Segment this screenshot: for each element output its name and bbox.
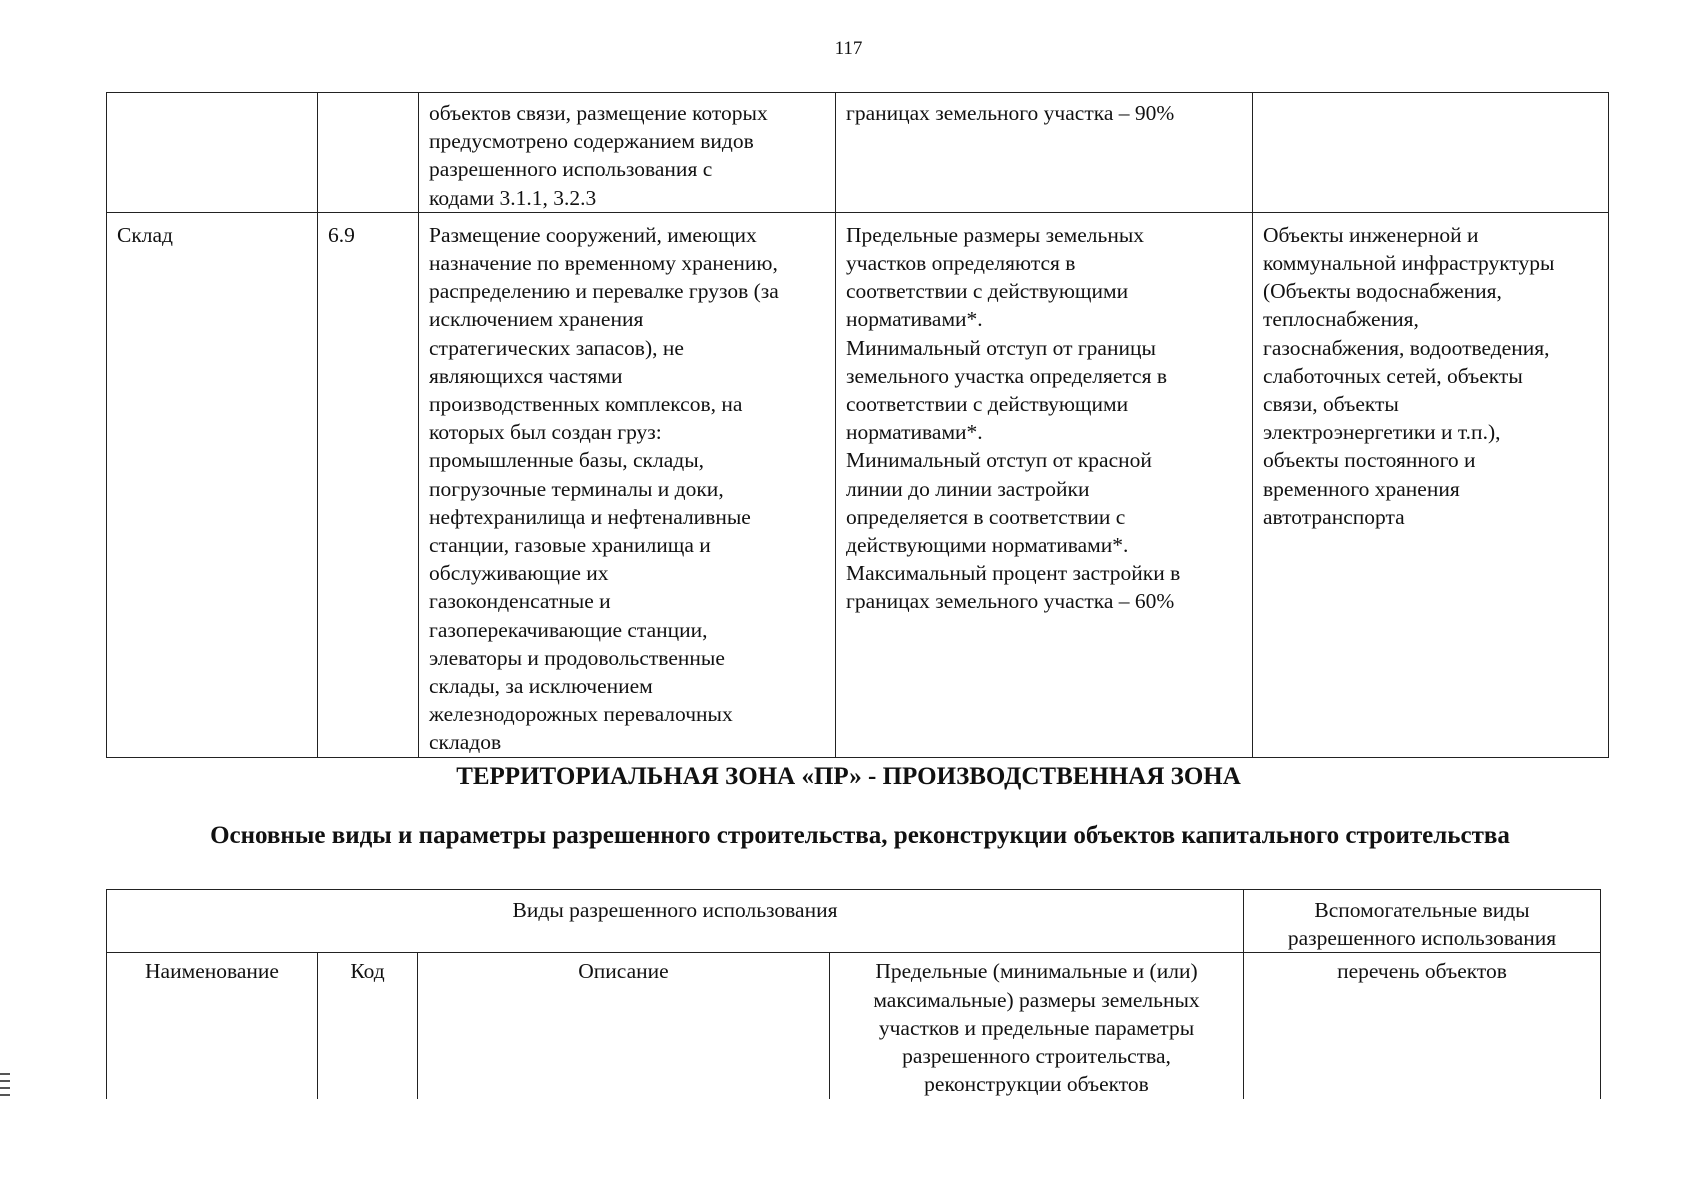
cell-auxiliary [1253,93,1609,213]
section-title: Основные виды и параметры разрешенного строительства, реконструкции объектов капитального строительства [210,822,1510,849]
cell-auxiliary: Объекты инженерной и коммунальной инфраструктуры (Объекты водоснабжения, теплоснабжения, газоснабжения, водоотведения, слаботочных сетей, объекты связи, объекты электроэнергетики и т.п.), объекты постоянного и временного хранения автотранспорта [1253,212,1609,757]
cell-parameters: границах земельного участка – 90% [836,93,1253,213]
header-parameters: Предельные (минимальные и (или) максимальные) размеры земельных участков и предельные параметры разрешенного строительства, реконструкции объектов [830,953,1244,1100]
header-description: Описание [418,953,830,1100]
permitted-uses-header-table [106,889,1601,1099]
zone-title: ТЕРРИТОРИАЛЬНАЯ ЗОНА «ПР» - ПРОИЗВОДСТВЕННАЯ ЗОНА [456,763,1241,790]
cell-parameters: Предельные размеры земельных участков определяются в соответствии с действующими нормативами*. Минимальный отступ от границы земельного участка определяется в соответствии с действующими нормативами*. Минимальный отступ от красной линии до линии застройки определяется в соответствии с действующими нормативами*. Максимальный процент застройки в границах земельного участка – 60% [836,212,1253,757]
scan-margin-mark [0,1073,10,1099]
table-row-warehouse [107,212,1609,757]
cell-description: Размещение сооружений, имеющих назначение по временному хранению, распределению и перевалке грузов (за исключением хранения стратегических запасов), не являющихся частями производственных комплексов, на которых был создан груз: промышленные базы, склады, погрузочные терминалы и доки, нефтехранилища и нефтеналивные станции, газовые хранилища и обслуживающие их газоконденсатные и газоперекачивающие станции, элеваторы и продовольственные склады, за исключением железнодорожных перевалочных складов [419,212,836,757]
cell-code [318,93,419,213]
cell-description: объектов связи, размещение которых предусмотрено содержанием видов разрешенного использования с кодами 3.1.1, 3.2.3 [419,93,836,213]
table-header-row [107,890,1601,953]
cell-name: Склад [107,212,318,757]
permitted-uses-table-continued [106,92,1609,758]
cell-name [107,93,318,213]
header-name: Наименование [107,953,318,1100]
table-row-continuation [107,93,1609,213]
header-code: Код [318,953,418,1100]
table-header-row [107,953,1601,1100]
header-permitted-uses: Виды разрешенного использования [107,890,1244,953]
page-number: 117 [834,38,863,59]
cell-code: 6.9 [318,212,419,757]
header-auxiliary: Вспомогательные виды разрешенного использования [1244,890,1601,953]
header-objects: перечень объектов [1244,953,1601,1100]
